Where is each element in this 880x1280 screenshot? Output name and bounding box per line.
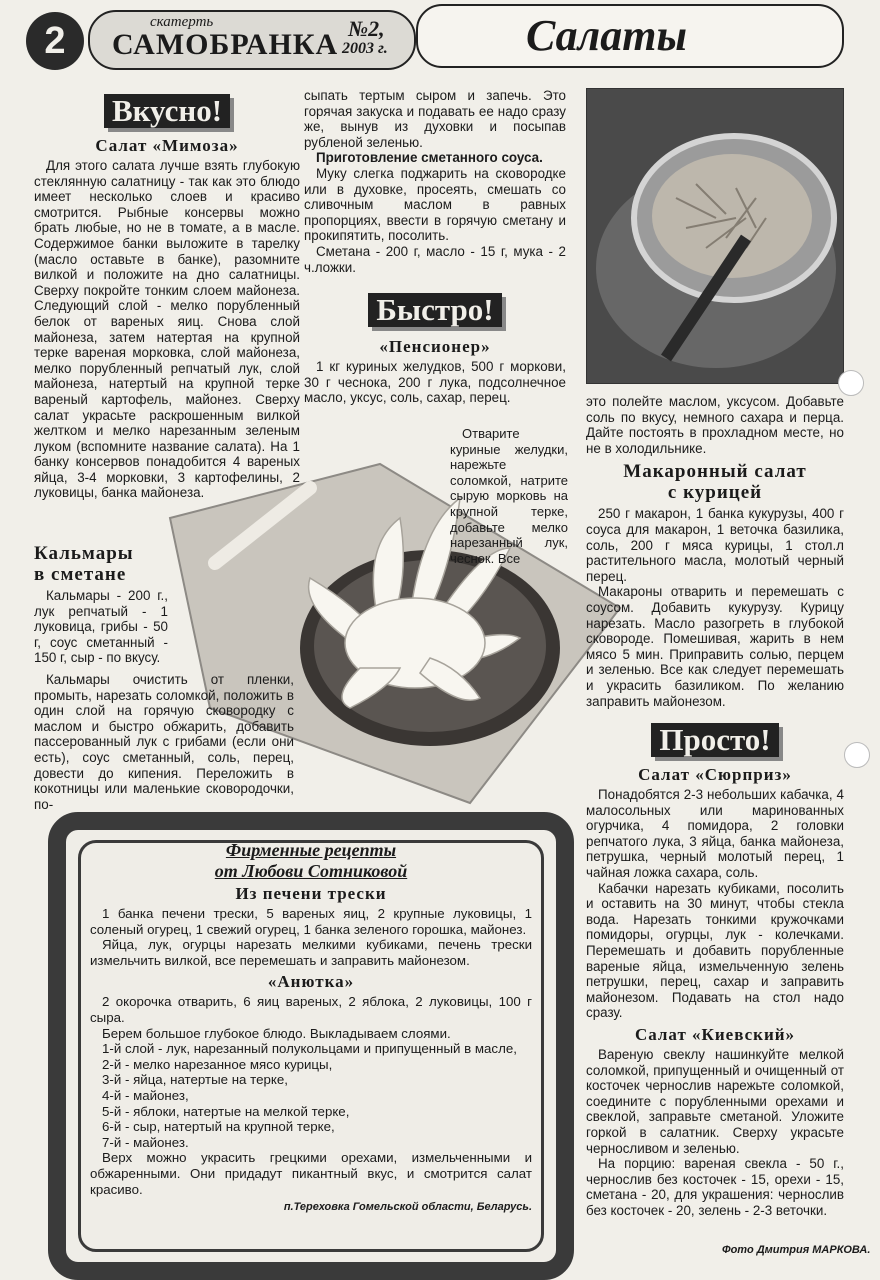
surprise-title: Салат «Сюрприз» <box>638 765 792 785</box>
frame-content <box>90 840 532 1213</box>
section-title: Салаты <box>526 11 687 60</box>
frame-heading-2: от Любови Сотниковой <box>214 861 408 881</box>
layer-item: 6-й - сыр, натертый на крупной терке, <box>102 1119 335 1135</box>
squid-text: Кальмары очистить от пленки, промыть, нарезать соломкой, положить в один слой на горячую сковородку с маслом и быстро обжарить, добавить пассерованный лук с грибами (если они есть), соус сметанный, соль, перец, довести до кипения. Переложить в кокотницы или маленькие сковородочки, по- <box>34 672 294 812</box>
pensioner-method <box>450 426 568 566</box>
salad-pan-photo <box>586 88 844 384</box>
kiev-portion: На порцию: вареная свекла - 50 г., чернослив без косточек - 15, орехи - 15, сметана - 20, для украшения: чернослив без косточек - 20, зелень - 2-3 веточки. <box>586 1156 844 1218</box>
issue-number: №2, <box>348 16 385 41</box>
page-number-text: 2 <box>44 19 66 62</box>
sauce-heading: Приготовление сметанного соуса. <box>316 150 543 166</box>
recipe-signature: п.Тереховка Гомельской области, Беларусь. <box>283 1201 532 1214</box>
magazine-title: САМОБРАНКА <box>112 28 339 61</box>
sauce-text: Муку слегка поджарить на сковородке или в духовке, просеять, смешать со сливочным маслом в равных пропорциях, ввести в горячую сметану и прокипятить, посолить. <box>304 165 566 244</box>
squid-block <box>34 544 168 666</box>
layer-item: 5-й - яблоки, натертые на мелкой терке, <box>102 1103 350 1119</box>
surprise-text: Кабачки нарезать кубиками, посолить и оставить на 30 минут, чтобы стекла вода. Нарезать тонкими кружочками помидоры, огурцы, лук - колечками. Перемешать и добавить порубленные вареные яйца, измельченную зелень петрушки, перец, сахар и заправить майонезом. Подавать на стол надо сразу. <box>586 880 844 1021</box>
macaroni-ingredients: 250 г макарон, 1 банка кукурузы, 400 г соуса для макарон, 1 веточка базилика, соль, 200 г мяса курицы, 1 стол.л растительного масла, молотый черный перец. <box>586 506 844 584</box>
macaroni-text: Макароны отварить и перемешать с соусом. Добавить кукурузу. Курицу нарезать. Масло разогреть в глубокой сковороде. Помешивая, жарить в нем мясо 5 мин. Приправить солью, перцем и зеленью. Все как следует перемешать и украсить базиликом. По желанию заправить майонезом. <box>586 584 844 709</box>
layer-item: 7-й - майонез. <box>102 1134 189 1150</box>
pensioner-title: «Пенсионер» <box>379 337 491 357</box>
mimosa-text: Для этого салата лучше взять глубокую стеклянную салатницу - так как это блюдо имеет несколько слоев и красиво смотрится. Рыбные консервы можно брать любые, но не в томате, а в масле. Содержимое банки выложите в тарелку (масло оставьте в банке), разомните вилкой и положите на дно салатницы. Сверху покройте тонким слоем майонеза. Следующий слой - мелко порубленный белок от вареных яиц. Снова слой майонеза, затем натертая на крупной терке вареная морковка, слой майонеза, мелко порубленный репчатый лук, слой майонеза, натертый на крупной терке вареный картофель, майонез. Сверху салат украсьте раскрошенным вилкой желтком и мелко нарезанным зеленым луком (вспомните название салата). На 1 банку консервов понадобится 4 вареных яйца, 3-4 морковки, 3 картофелины, 2 луковицы, банка майонеза. <box>34 158 300 501</box>
binder-hole-bottom <box>844 742 870 768</box>
column-left <box>34 92 300 501</box>
squid-continuation: сыпать тертым сыром и запечь. Это горячая закуска и подавать ее надо сразу же, вынув из духовки и посыпав рубленой зеленью. <box>304 88 566 150</box>
signature-recipes-frame <box>48 812 574 1280</box>
masthead <box>88 10 416 70</box>
macaroni-title-1: Макаронный салат <box>623 461 807 483</box>
anyutka-ingredients: 2 окорочка отварить, 6 яиц вареных, 2 яблока, 2 луковицы, 100 г сыра. <box>90 994 532 1025</box>
photo-credit: Фото Дмитрия МАРКОВА. <box>722 1244 871 1256</box>
pensioner-ingredients: 1 кг куриных желудков, 500 г моркови, 30 г чеснока, 200 г лука, подсолнечное масло, уксус, соль, сахар, перец. <box>304 359 566 406</box>
sauce-amounts: Сметана - 200 г, масло - 15 г, мука - 2 ч.ложки. <box>304 243 566 275</box>
badge-simple: Просто! <box>651 723 778 757</box>
squid-method <box>34 672 294 812</box>
column-right <box>586 394 844 1219</box>
issue-year: 2003 г. <box>342 40 388 57</box>
cod-ingredients: 1 банка печени трески, 5 вареных яиц, 2 крупные луковицы, 1 соленый огурец, 1 свежий огурец, 1 банка зеленого горошка, майонез. <box>90 906 532 937</box>
binder-hole-top <box>838 370 864 396</box>
layer-item: 4-й - майонез, <box>102 1087 189 1103</box>
anyutka-outro: Верх можно украсить грецкими орехами, измельченными и обжаренными. Они придадут пикантный вкус, и смотрится салат красиво. <box>90 1150 532 1197</box>
squid-title-2: в сметане <box>34 564 127 585</box>
kiev-title: Салат «Киевский» <box>634 1025 796 1044</box>
layer-item: 2-й - мелко нарезанное мясо курицы, <box>102 1056 333 1072</box>
anyutka-intro: Берем большое глубокое блюдо. Выкладываем слоями. <box>102 1025 451 1041</box>
section-header <box>416 4 844 68</box>
macaroni-title-2: с курицей <box>667 482 763 504</box>
anyutka-title: «Анютка» <box>267 972 355 992</box>
pensioner-text: Отварите куриные желудки, нарежьте соломкой, натрите сырую морковь на крупной терке, добавьте мелко нарезанный лук, чеснок. Все <box>450 426 568 566</box>
pensioner-continuation: это полейте маслом, уксусом. Добавьте соль по вкусу, немного сахара и перца. Дайте постоять в прохладном месте, но не в холодильнике. <box>586 394 844 456</box>
cod-title: Из печени трески <box>235 884 387 903</box>
squid-ingredients: Кальмары - 200 г., лук репчатый - 1 луковица, грибы - 50 г, соус сметанный - 150 г, сыр - по вкусу. <box>34 588 168 666</box>
layer-item: 3-й - яйца, натертые на терке, <box>102 1072 288 1088</box>
magazine-top-text: скатерть <box>150 14 214 30</box>
badge-tasty: Вкусно! <box>104 94 230 128</box>
cod-text: Яйца, лук, огурцы нарезать мелкими кубиками, печень трески измельчить вилкой, все перемешать и заправить майонезом. <box>90 937 532 968</box>
mimosa-title: Салат «Мимоза» <box>95 136 239 155</box>
layer-item: 1-й слой - лук, нарезанный полукольцами и припущенный в масле, <box>102 1041 517 1057</box>
kiev-text: Вареную свеклу нашинкуйте мелкой соломкой, припущенный и очищенный от косточек чернослив нарежьте соломкой, соедините с порубленными орехами и свеклой, заправьте сметаной. Уложите горкой в салатник. Сверху украсьте черносливом и зеленью. <box>586 1047 844 1156</box>
surprise-ingredients: Понадобятся 2-3 небольших кабачка, 4 малосольных или маринованных огурчика, 4 помидора, 2 головки репчатого лука, 3 яйца, банка майонеза, петрушка, черный молотый перец, 1 чайная ложка сахара, соль. <box>586 787 844 881</box>
frame-heading-1: Фирменные рецепты <box>225 840 397 860</box>
page-number <box>26 12 84 70</box>
squid-title-1: Кальмары <box>34 543 134 564</box>
badge-fast: Быстро! <box>368 293 501 327</box>
column-middle <box>304 88 566 406</box>
